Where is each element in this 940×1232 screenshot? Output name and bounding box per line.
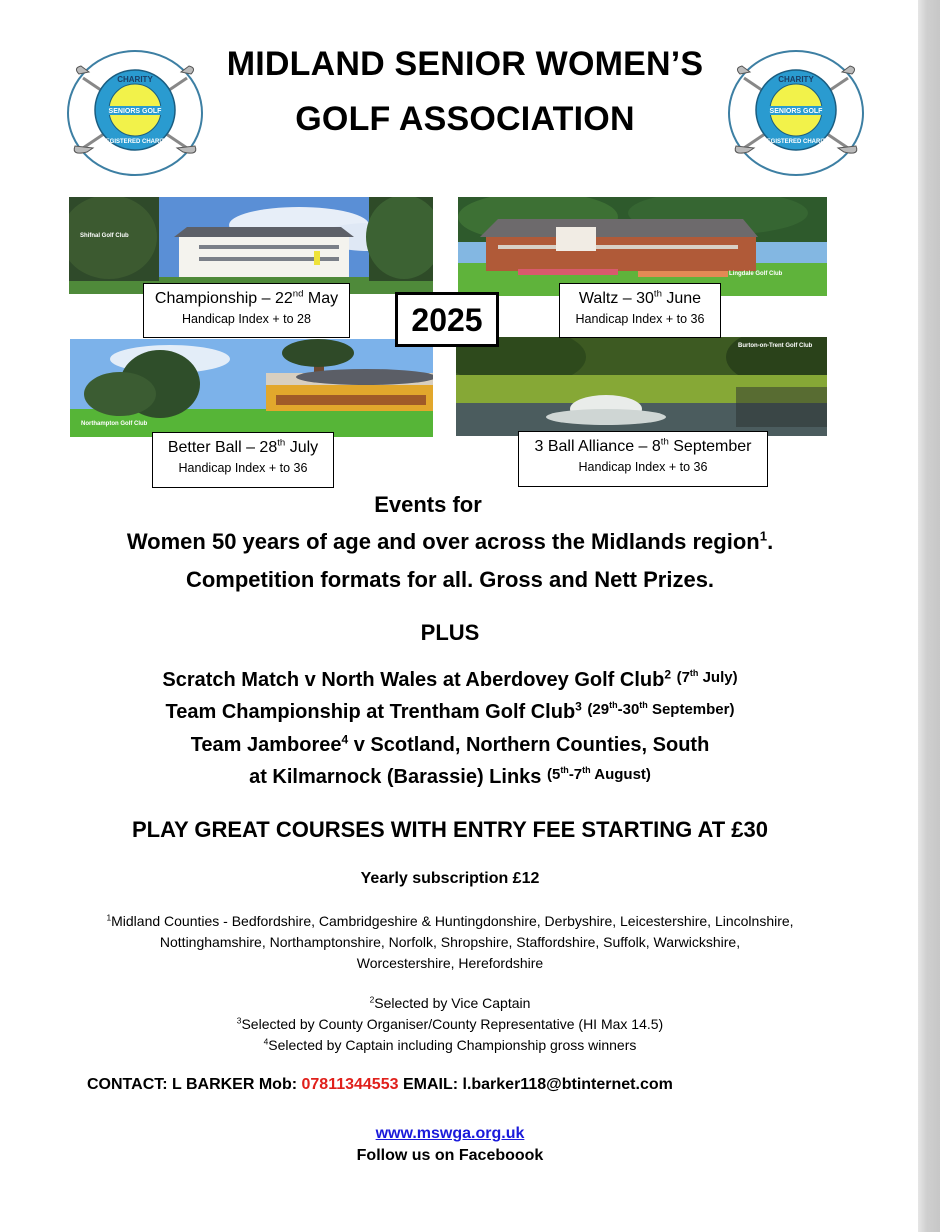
footnote-1-line-1: $^1$Midland Counties - Bedfordshire, Cambridgeshire & Huntingdonshire, Derbyshire, Leicestershire, Lincolnshire, (106, 912, 794, 929)
burton-caption: Burton-on-Trent Golf Club (738, 343, 813, 349)
event-title: Better Ball – 28th July (167, 437, 319, 456)
page-edge-shadow (918, 0, 940, 1232)
shifnal-caption: Shifnal Golf Club (80, 233, 129, 239)
phone-number[interactable]: 07811344553 (301, 1076, 399, 1093)
shifnal-golf-club-photo (69, 197, 433, 294)
plus-heading: PLUS (420, 620, 480, 645)
play-great-courses-heading: PLAY GREAT COURSES WITH ENTRY FEE STARTING AT £30 (131, 817, 769, 842)
intro-line-1: Events for (374, 492, 482, 517)
event-waltz (559, 283, 721, 338)
svg-text:REGISTERED CHARITY: REGISTERED CHARITY (101, 139, 169, 145)
burton-on-trent-golf-club-photo (456, 337, 827, 436)
svg-text:CHARITY: CHARITY (778, 75, 814, 84)
footnote-1-line-3: Worcestershire, Herefordshire (356, 955, 544, 971)
facebook-line: Follow us on Faceboook (356, 1147, 544, 1164)
event-better-ball (152, 432, 334, 488)
team-jamboree-line: Team Jamboree$^4$ v Scotland, Northern Counties, South (190, 732, 710, 756)
team-championship-line: Team Championship at Trentham Golf Club$^3$ $^{(29^{th}-30^{th} September)}$ (165, 699, 735, 723)
intro-line-2: Women 50 years of age and over across the Midlands region$^1$. (126, 528, 774, 554)
svg-text:SENIORS GOLF: SENIORS GOLF (769, 108, 823, 115)
lingdale-caption: Lingdale Golf Club (729, 271, 783, 277)
subscription-line: Yearly subscription £12 (360, 870, 540, 887)
event-championship (143, 283, 350, 338)
website-line (0, 1125, 900, 1143)
website-link[interactable]: www.mswga.org.uk (375, 1125, 525, 1142)
mswga-logo-right (726, 48, 866, 178)
svg-text:CHARITY: CHARITY (117, 75, 153, 84)
event-title: Championship – 22nd May (154, 288, 339, 307)
scratch-match-line: Scratch Match v North Wales at Aberdovey Golf Club$^2$ $^{(7^{th} July)}$ (162, 667, 738, 691)
title-line-2: GOLF ASSOCIATION (295, 100, 635, 138)
event-title: 3 Ball Alliance – 8th September (534, 436, 752, 455)
event-handicap: Handicap Index + to 36 (178, 461, 308, 475)
northampton-caption: Northampton Golf Club (81, 421, 148, 427)
event-handicap: Handicap Index + to 36 (578, 460, 708, 474)
year-badge: 2025 (395, 292, 499, 347)
footnote-2: $^2$Selected by Vice Captain (369, 994, 531, 1011)
mswga-logo-left (65, 48, 205, 178)
lingdale-golf-club-photo (458, 197, 827, 296)
footnote-3: $^3$Selected by County Organiser/County Representative (HI Max 14.5) (236, 1015, 664, 1032)
event-title: Waltz – 30th June (578, 288, 702, 307)
title-line-1: MIDLAND SENIOR WOMEN’S (226, 45, 704, 83)
footnote-4: $^4$Selected by Captain including Championship gross winners (263, 1036, 637, 1053)
event-handicap: Handicap Index + to 36 (575, 312, 705, 326)
event-handicap: Handicap Index + to 28 (182, 312, 311, 326)
svg-text:SENIORS GOLF: SENIORS GOLF (108, 108, 162, 115)
event-3-ball-alliance (518, 431, 768, 487)
intro-line-3: Competition formats for all. Gross and Nett Prizes. (185, 567, 715, 592)
kilmarnock-line: at Kilmarnock (Barassie) Links $^{(5^{th}-7^{th} August)}$ (249, 765, 651, 788)
contact-line: CONTACT: L BARKER Mob: 07811344553 EMAIL: l.barker118@btinternet.com (87, 1076, 673, 1093)
footnote-1-line-2: Nottinghamshire, Northamptonshire, Norfolk, Shropshire, Staffordshire, Suffolk, Warwickshire, (159, 934, 741, 950)
svg-text:REGISTERED CHARITY: REGISTERED CHARITY (762, 139, 830, 145)
